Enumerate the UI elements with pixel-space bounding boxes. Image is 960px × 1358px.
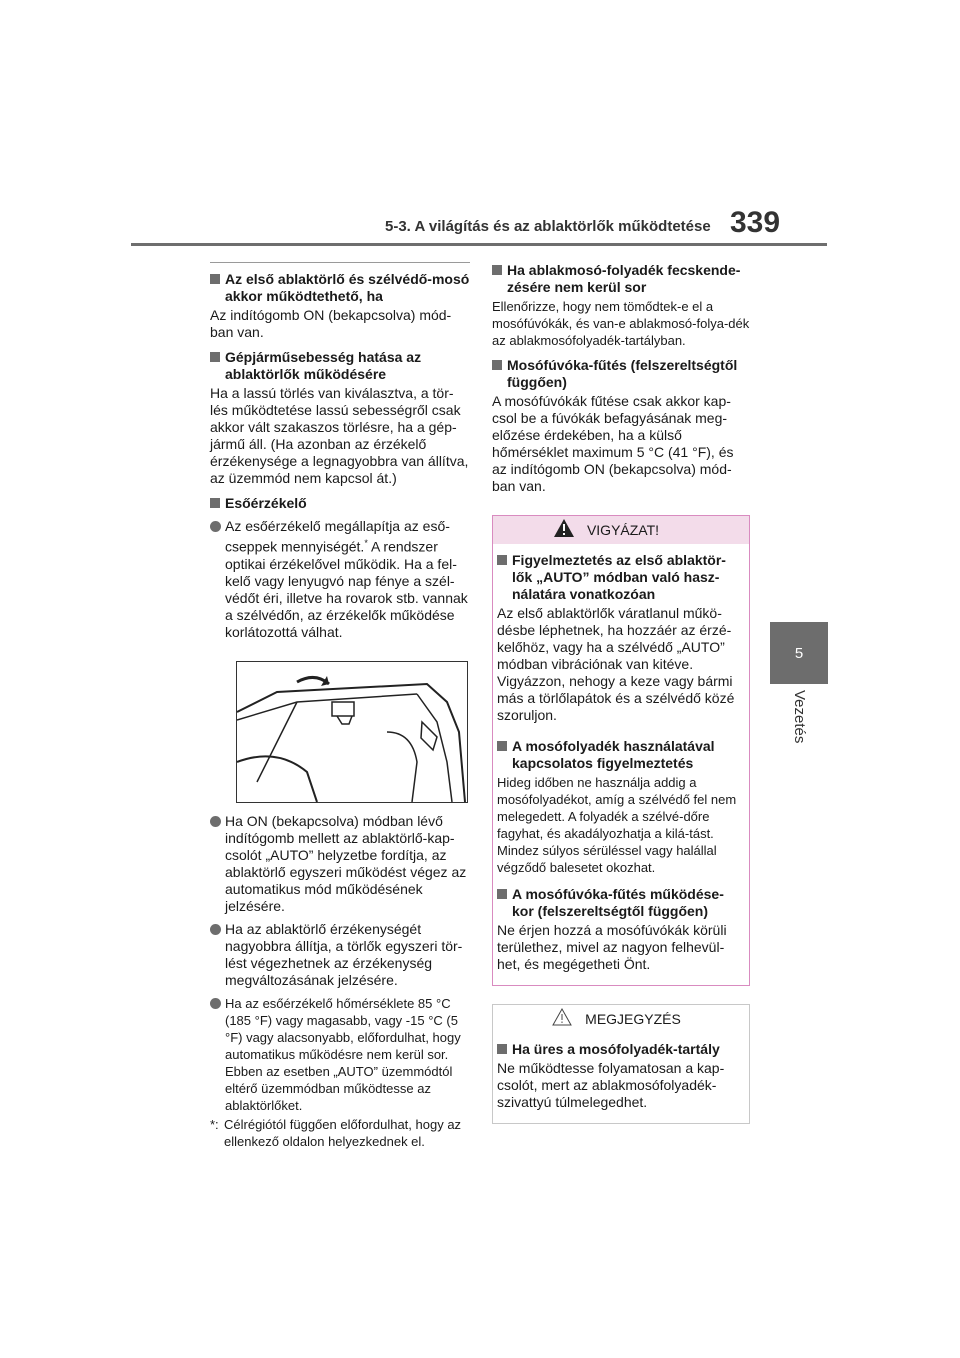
section-text: Ellenőrizze, hogy nem tömődtek-e el a mosófúvókák, és van-e ablakmosó-folya-dék az ablakmosófolyadék-tartályban. — [492, 299, 750, 348]
list-item-text: Ha az esőérzékelő hőmérséklete 85 °C (185 °F) vagy magasabb, vagy -15 °C (5 °F) vagy alacsonyabb, előfordulhat, hogy automatikus működésre nem kerül sor. Ebben az esetben „AUTO” üzemmódtól eltérő üzemmódban működtesse az ablaktörlőket. — [225, 995, 461, 1113]
round-bullet-icon — [210, 816, 221, 827]
note-heading — [497, 1041, 745, 1058]
warning-box — [492, 515, 750, 986]
right-column — [492, 262, 752, 1124]
section-heading — [210, 495, 470, 512]
heading-text: Mosófúvóka-fűtés (felszereltségtől függően) — [507, 357, 738, 390]
car-windshield-icon — [237, 662, 467, 802]
heading-text: Ha ablakmosó-folyadék fecskende-zésére nem kerül sor — [507, 262, 741, 295]
square-bullet-icon — [497, 741, 507, 751]
list-item-text: Ha ON (bekapcsolva) módban lévő indítógomb mellett az ablaktörlő-kap-csolót „AUTO” helyzetbe fordítja, az ablaktörlő egyszeri működést végez az automatikus mód működésének jelzésére. — [225, 812, 467, 914]
heading-text: Az első ablaktörlő és szélvédő-mosó akkor működtethető, ha — [225, 271, 470, 304]
left-column — [210, 262, 470, 1150]
heading-text: A mosófúvóka-fűtés működése-kor (felszereltségtől függően) — [512, 886, 724, 919]
square-bullet-icon — [210, 498, 220, 508]
warning-heading — [497, 886, 745, 920]
chapter-label: Vezetés — [791, 690, 808, 744]
heading-text: Ha üres a mosófolyadék-tartály — [512, 1041, 720, 1057]
round-bullet-icon — [210, 998, 221, 1009]
list-item — [210, 995, 470, 1114]
list-item-text-part: A rendszer optikai érzékelővel működik. Ha a fel-kelő vagy lenyugvó nap fénye a szél-védőt éri, illetve ha rovarok stb. vannak a szélvédőn, az érzékelők működése korlátozottá válhat. — [225, 538, 468, 640]
warning-text: Hideg időben ne használja addig a mosófolyadékot, amíg a szélvédő fel nem melegedett. A folyadék a szélvé-dőre fagyhat, és akadályozhatja a kilá-tást. Mindez súlyos sérüléssel vagy halállal végződő balesetet okozhat. — [497, 775, 737, 875]
note-box — [492, 1004, 750, 1124]
footnote-text: Célrégiótól függően előfordulhat, hogy az ellenkező oldalon helyezkednek el. — [224, 1116, 462, 1149]
note-body — [493, 1041, 749, 1123]
round-bullet-icon — [210, 924, 221, 935]
section-heading — [210, 271, 470, 305]
section-text: Az indítógomb ON (bekapcsolva) mód-ban van. — [210, 307, 452, 340]
section-heading — [492, 357, 752, 391]
warning-icon — [553, 518, 575, 542]
section-divider — [210, 262, 470, 263]
warning-text: Az első ablaktörlők váratlanul műkö-désbe léphetnek, ha hozzáér az érzé-kelőhöz, vagy ha a szélvédő „AUTO” módban vibrációnak van kitéve. Vigyázzon, nehogy a keze vagy bármi más a törlőlapátok és a szélvédő közé szoruljon. — [497, 605, 735, 723]
warning-heading — [497, 552, 745, 603]
square-bullet-icon — [210, 352, 220, 362]
note-header — [493, 1005, 749, 1033]
footnote — [210, 1116, 470, 1150]
warning-title: VIGYÁZAT! — [586, 521, 660, 538]
list-item-text: Ha az ablaktörlő érzékenységét nagyobbra állítja, a törlők egyszeri tör-lést végezhetnek az érzékenység megváltozásának jelzésére. — [225, 920, 463, 988]
square-bullet-icon — [497, 889, 507, 899]
header-title: 5-3. A világítás és az ablaktörlők működtetése — [385, 218, 711, 235]
warning-text: Ne érjen hozzá a mosófúvókák körüli területhez, mivel az nagyon felhevül-het, és megégetheti Önt. — [497, 922, 727, 972]
square-bullet-icon — [497, 555, 507, 565]
note-text: Ne működtesse folyamatosan a kap-csolót, mert az ablakmosófolyadék-szivattyú túlmelegedhet. — [497, 1060, 725, 1110]
list-item-text-part: Az esőérzékelő megállapítja az eső-cseppek mennyiségét. — [225, 518, 450, 555]
heading-text: A mosófolyadék használatával kapcsolatos figyelmeztetés — [512, 738, 715, 771]
section-text: Ha a lassú törlés van kiválasztva, a tör-lés működtetése lassú sebességről csak akkor vált szakaszos törlésre, ha a gép-jármű áll. (Ha azonban az érzékelő érzékenysége a legnagyobbra van állítva, az üzemmód nem kapcsol át.) — [210, 385, 469, 486]
list-item — [210, 921, 470, 989]
square-bullet-icon — [210, 274, 220, 284]
chapter-tab — [770, 622, 828, 684]
square-bullet-icon — [497, 1044, 507, 1054]
footnote-mark: *: — [210, 1116, 219, 1132]
heading-text: Esőérzékelő — [225, 495, 307, 511]
caution-outline-icon — [551, 1007, 573, 1031]
page-number: 339 — [730, 206, 781, 239]
section-heading — [492, 262, 752, 296]
heading-text: Gépjárműsebesség hatása az ablaktörlők működésére — [225, 349, 422, 382]
footnote-marker: * — [364, 538, 368, 548]
heading-text: Figyelmeztetés az első ablaktör-lők „AUTO” módban való hasz-nálatára vonatkozóan — [512, 552, 726, 602]
list-item — [210, 813, 470, 915]
warning-header — [493, 516, 749, 544]
note-title: MEGJEGYZÉS — [585, 1010, 681, 1027]
header-rule — [131, 243, 827, 246]
warning-heading — [497, 738, 745, 772]
square-bullet-icon — [492, 360, 502, 370]
chapter-number: 5 — [794, 644, 804, 662]
list-item-text — [225, 518, 470, 641]
warning-body — [493, 552, 749, 985]
square-bullet-icon — [492, 265, 502, 275]
windshield-illustration — [236, 661, 468, 803]
list-item — [210, 518, 470, 641]
section-text: A mosófúvókák fűtése csak akkor kap-csol be a fúvókák befagyásának meg-előzése érdekében, ha a külső hőmérséklet maximum 5 °C (41 °F), és az indítógomb ON (bekapcsolva) mód-ban van. — [492, 393, 734, 494]
section-heading — [210, 349, 470, 383]
round-bullet-icon — [210, 521, 221, 532]
